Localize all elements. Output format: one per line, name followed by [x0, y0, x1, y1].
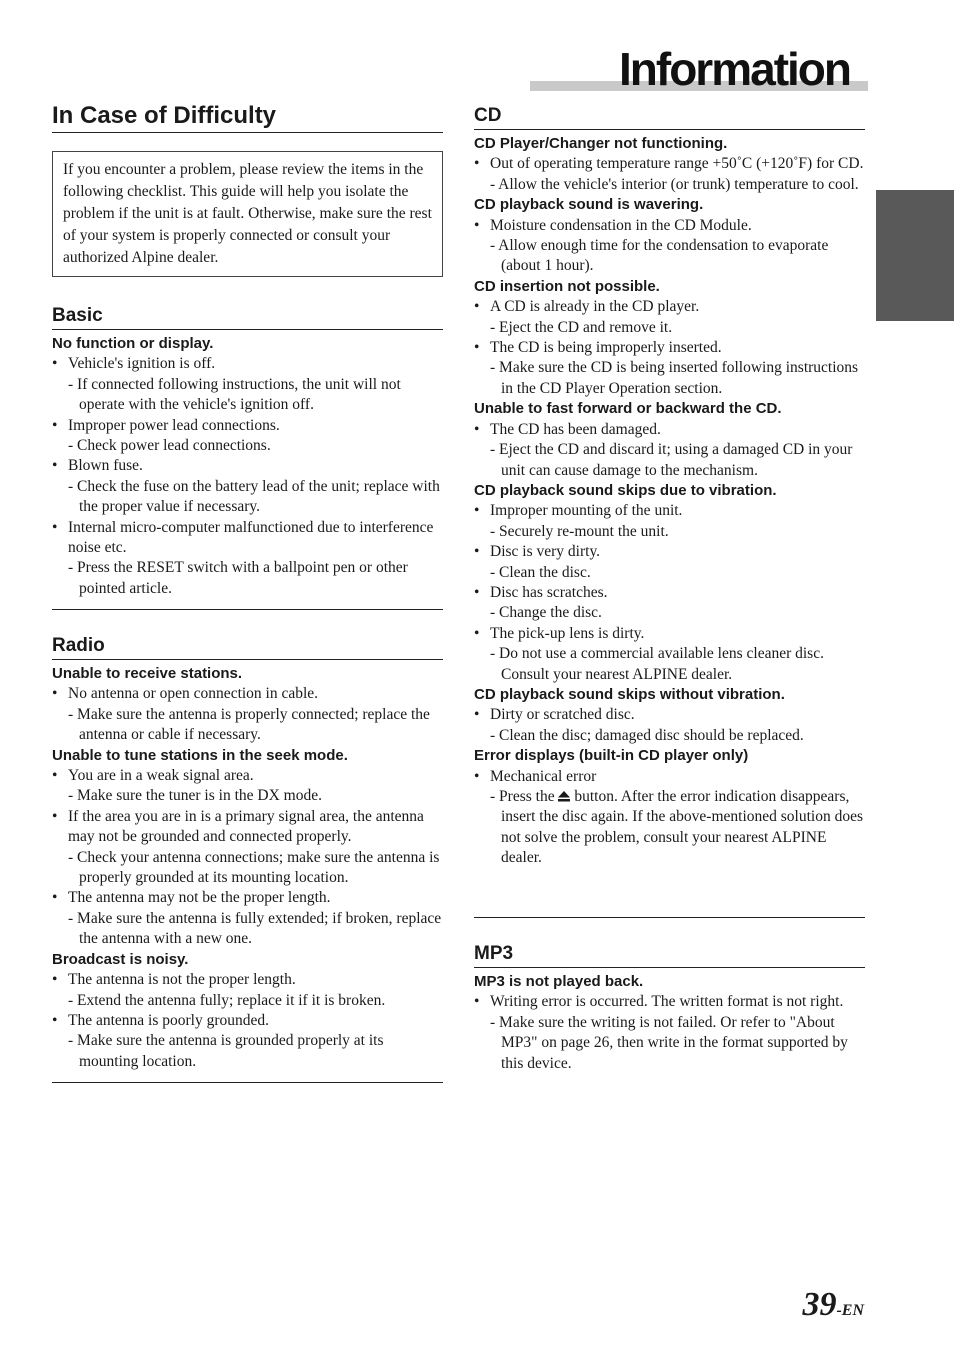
- cause-text: The antenna is not the proper length.: [68, 971, 296, 989]
- cause-item: [52, 888, 443, 908]
- remedy-text: - Make sure the CD is being inserted following instructions in the CD Player Operation section.: [490, 359, 859, 397]
- bullet-icon: •: [474, 155, 480, 173]
- bullet-icon: •: [52, 971, 58, 989]
- eject-fix: [474, 787, 865, 869]
- remedy-text: - Check the fuse on the battery lead of the unit; replace with the proper value if necessary.: [68, 477, 440, 516]
- cause-text: Moisture condensation in the CD Module.: [490, 216, 752, 234]
- problem-heading: Unable to tune stations in the seek mode.: [52, 746, 348, 764]
- page-number-suffix: -EN: [836, 1302, 864, 1319]
- cause-text: Improper mounting of the unit.: [490, 502, 683, 520]
- problem-heading: CD Player/Changer not functioning.: [474, 135, 728, 152]
- page-header-title: Information: [619, 43, 850, 95]
- bullet-icon: •: [52, 685, 58, 703]
- intro-box: If you encounter a problem, please review the items in the following checklist. This guide will help you isolate the problem if the unit is at fault. Otherwise, make sure the rest of your system is properly connected or consult your authorized Alpine dealer.: [52, 151, 443, 277]
- cause-item: [474, 767, 865, 787]
- bullet-icon: •: [474, 583, 480, 601]
- cause-text: The pick-up lens is dirty.: [490, 624, 645, 642]
- cause-item: [52, 1011, 443, 1031]
- remedy-text: - Clean the disc.: [490, 563, 591, 581]
- bullet-icon: •: [52, 767, 58, 785]
- remedy-text: - Do not use a commercial available lens cleaner disc. Consult your nearest ALPINE dealer.: [490, 645, 824, 683]
- cause-text: Disc is very dirty.: [490, 543, 601, 561]
- bullet-icon: •: [52, 1011, 58, 1029]
- section-divider: [52, 1082, 443, 1083]
- remedy-text: - Allow the vehicle's interior (or trunk) temperature to cool.: [490, 175, 859, 193]
- cause-text: The CD is being improperly inserted.: [490, 339, 722, 357]
- cause-text: Out of operating temperature range +50˚C (+120˚F) for CD.: [490, 155, 864, 173]
- cause-text: If the area you are in is a primary signal area, the antenna may not be grounded and connected properly.: [68, 807, 424, 846]
- remedy-text: - Securely re-mount the unit.: [490, 522, 669, 540]
- remedy-text: - If connected following instructions, the unit will not operate with the vehicle's ignition off.: [68, 375, 401, 414]
- bullet-icon: •: [474, 502, 480, 520]
- problem-heading: CD insertion not possible.: [474, 277, 660, 295]
- section-title-mp3: MP3: [474, 942, 865, 968]
- cause-text: A CD is already in the CD player.: [490, 298, 700, 316]
- page-number-value: 39: [802, 1286, 837, 1323]
- section-body-cd: [474, 134, 865, 787]
- cause-item: [52, 766, 443, 786]
- side-tab: [876, 190, 954, 321]
- remedy-text: - Check power lead connections.: [68, 437, 271, 455]
- remedy-text: - Clean the disc; damaged disc should be replaced.: [490, 726, 804, 744]
- remedy-text: - Make sure the antenna is grounded properly at its mounting location.: [68, 1032, 384, 1070]
- problem-heading: Broadcast is noisy.: [52, 950, 189, 968]
- cause-text: You are in a weak signal area.: [68, 767, 254, 785]
- cause-item: [474, 216, 865, 236]
- cause-item: [474, 992, 865, 1012]
- remedy-text: - Change the disc.: [490, 604, 602, 622]
- cause-text: The antenna may not be the proper length.: [68, 889, 331, 907]
- cause-text: Internal micro-computer malfunctioned due to interference noise etc.: [68, 518, 434, 557]
- bullet-icon: •: [474, 339, 480, 357]
- remedy-text: - Make sure the writing is not failed. Or refer to "About MP3" on page 26, then write in the format supported by this device.: [490, 1013, 848, 1072]
- cause-text: Improper power lead connections.: [68, 416, 280, 434]
- bullet-icon: •: [474, 298, 480, 316]
- problem-heading: Error displays (built-in CD player only): [474, 747, 749, 765]
- problem-heading: CD playback sound skips without vibration.: [474, 685, 785, 703]
- section-mp3: [474, 942, 865, 1074]
- cause-item: [474, 297, 865, 317]
- section-body-mp3: [474, 972, 865, 1074]
- problem-heading: CD playback sound skips due to vibration.: [474, 481, 777, 499]
- bullet-icon: •: [52, 807, 58, 825]
- section-divider: [474, 917, 865, 918]
- remedy-text: - Eject the CD and remove it.: [490, 318, 673, 336]
- cause-text: Disc has scratches.: [490, 583, 608, 601]
- bullet-icon: •: [52, 416, 58, 434]
- section-title-cd: CD: [474, 104, 865, 130]
- cause-text: Blown fuse.: [68, 457, 143, 475]
- section-radio: [52, 634, 443, 1072]
- cause-item: [52, 354, 443, 374]
- cause-text: The CD has been damaged.: [490, 420, 661, 438]
- bullet-icon: •: [474, 216, 480, 234]
- section-title-basic: Basic: [52, 304, 443, 330]
- remedy-text: - Extend the antenna fully; replace it if it is broken.: [68, 991, 386, 1009]
- section-body-radio: [52, 664, 443, 1072]
- cause-text: The antenna is poorly grounded.: [68, 1011, 270, 1029]
- cause-item: [474, 705, 865, 725]
- cause-item: [474, 501, 865, 521]
- bullet-icon: •: [474, 706, 480, 724]
- eject-fix-after: button. After the error indication disappears, insert the disc again. If the above-mentioned solution does not solve the problem, consult your nearest ALPINE dealer.: [501, 788, 864, 867]
- cause-item: [52, 456, 443, 476]
- bullet-icon: •: [52, 355, 58, 373]
- cause-item: [474, 338, 865, 358]
- cause-text: Writing error is occurred. The written format is not right.: [490, 993, 844, 1011]
- section-basic: [52, 304, 443, 599]
- bullet-icon: •: [52, 889, 58, 907]
- remedy-text: - Eject the CD and discard it; using a damaged CD in your unit can cause damage to the mechanism.: [490, 441, 853, 479]
- section-divider: [52, 609, 443, 610]
- remedy-text: - Check your antenna connections; make sure the antenna is properly grounded at its mounting location.: [68, 848, 440, 887]
- bullet-icon: •: [474, 624, 480, 642]
- cause-item: [474, 420, 865, 440]
- problem-heading: MP3 is not played back.: [474, 973, 644, 990]
- section-title-radio: Radio: [52, 634, 443, 660]
- cause-item: [52, 970, 443, 990]
- eject-fix-before: - Press the: [490, 788, 559, 805]
- problem-heading: No function or display.: [52, 335, 214, 352]
- cause-item: [474, 154, 865, 174]
- remedy-text: - Make sure the tuner is in the DX mode.: [68, 787, 322, 805]
- cause-item: [474, 542, 865, 562]
- cause-item: [474, 624, 865, 644]
- cause-item: [52, 416, 443, 436]
- section-cd: [474, 104, 865, 869]
- bullet-icon: •: [474, 420, 480, 438]
- cause-item: [52, 807, 443, 848]
- problem-heading: Unable to receive stations.: [52, 665, 243, 682]
- cause-text: Dirty or scratched disc.: [490, 706, 635, 724]
- problem-heading: CD playback sound is wavering.: [474, 196, 704, 214]
- cause-text: Vehicle's ignition is off.: [68, 355, 216, 373]
- bullet-icon: •: [474, 767, 480, 785]
- page-number: [802, 1285, 864, 1331]
- section-body-basic: [52, 334, 443, 599]
- bullet-icon: •: [474, 543, 480, 561]
- cause-item: [474, 583, 865, 603]
- bullet-icon: •: [52, 457, 58, 475]
- remedy-text: - Make sure the antenna is fully extended; if broken, replace the antenna with a new one.: [68, 909, 442, 948]
- main-title: In Case of Difficulty: [52, 101, 443, 133]
- remedy-text: - Allow enough time for the condensation to evaporate (about 1 hour).: [490, 237, 829, 275]
- bullet-icon: •: [52, 518, 58, 536]
- remedy-text: - Make sure the antenna is properly connected; replace the antenna or cable if necessary.: [68, 705, 430, 744]
- remedy-text: - Press the RESET switch with a ballpoint pen or other pointed article.: [68, 559, 408, 597]
- cause-text: No antenna or open connection in cable.: [68, 685, 319, 703]
- cause-text: Mechanical error: [490, 767, 597, 785]
- cause-item: [52, 684, 443, 704]
- eject-icon: [558, 791, 570, 802]
- bullet-icon: •: [474, 993, 480, 1011]
- problem-heading: Unable to fast forward or backward the CD.: [474, 400, 782, 418]
- cause-item: [52, 518, 443, 559]
